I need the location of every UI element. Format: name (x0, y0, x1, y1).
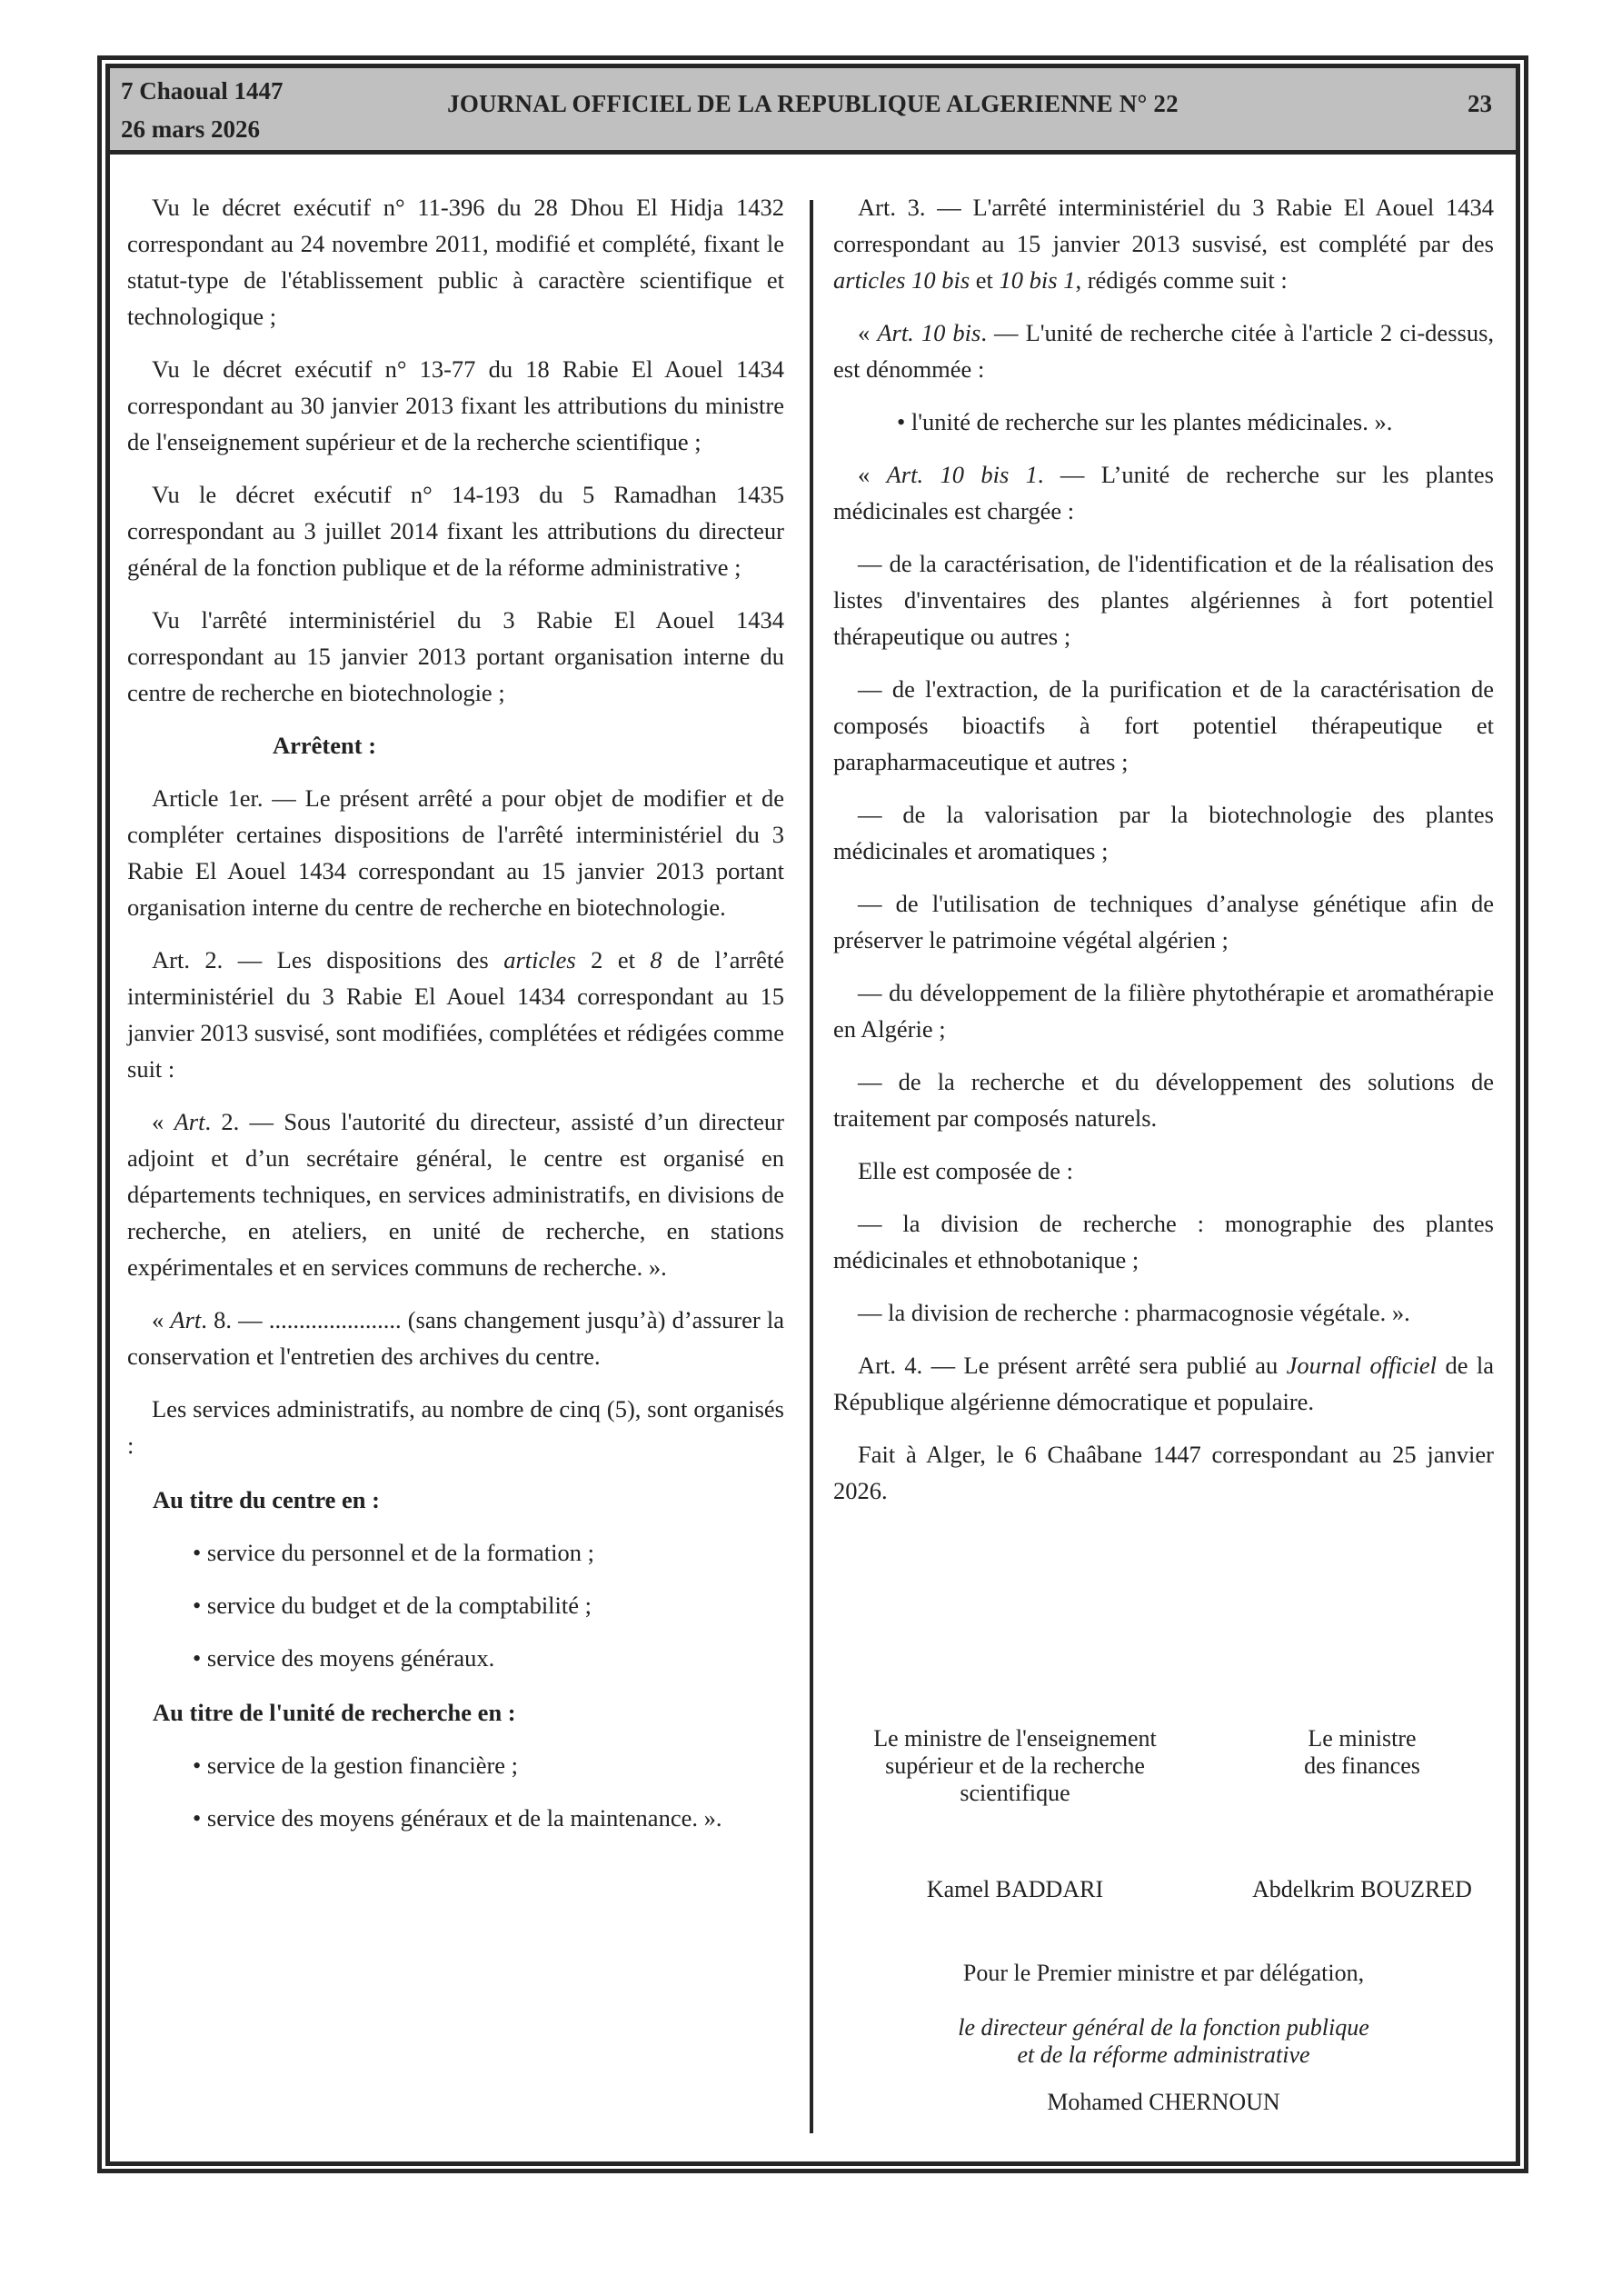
mission-item: — de l'utilisation de techniques d’analyse génétique afin de préserver le patrimoine végétal algérien ; (833, 890, 1494, 953)
text-span: « (152, 1108, 174, 1135)
page-number: 23 (1468, 90, 1492, 117)
article-2 (127, 942, 784, 1087)
text-span: Art. 3. — L'arrêté interministériel du 3 Rabie El Aouel 1434 correspondant au 15 janvier 2013 susvisé, est complété par des (833, 194, 1494, 257)
mission-item: — de l'extraction, de la purification et de la caractérisation de composés bioactifs à fort potentiel thérapeutique et parapharmaceutique et autres ; (833, 675, 1494, 775)
unite-heading: Au titre de l'unité de recherche en : (153, 1699, 516, 1726)
title-line: des finances (1304, 1752, 1420, 1779)
visa-paragraph: Vu le décret exécutif n° 13-77 du 18 Rabie El Aouel 1434 correspondant au 30 janvier 2013 fixant les attributions du ministre de l'enseignement supérieur et de la recherche scientifique ; (127, 355, 784, 455)
division-item: — la division de recherche : monographie des plantes médicinales et ethnobotanique ; (833, 1210, 1494, 1273)
italic-span: Journal officiel (1286, 1352, 1438, 1379)
division-item: — la division de recherche : pharmacognosie végétale. ». (858, 1299, 1410, 1326)
minister1-title (833, 1725, 1197, 1807)
list-item: • l'unité de recherche sur les plantes médicinales. ». (897, 408, 1393, 435)
minister2-title (1230, 1725, 1494, 1807)
text-span: « (858, 319, 878, 346)
text-span: , rédigés comme suit : (1075, 266, 1288, 294)
text-span: « (152, 1306, 171, 1333)
text-span: . 2. — (204, 1108, 284, 1135)
article-1: Article 1er. — Le présent arrêté a pour objet de modifier et de compléter certaines dispositions de l'arrêté interministériel du 3 Rabie El Aouel 1434 correspondant au 15 janvier 2013 portant organisation interne du centre de recherche en biotechnologie. (127, 784, 784, 921)
text-span: et (970, 266, 1000, 294)
text-span: de l’arrêté interministériel du 3 Rabie El Aouel 1434 correspondant au 15 janvier 2013 susvisé, sont modifiées, complétées et rédigées comme suit : (127, 946, 784, 1083)
text-span: Sous l'autorité du directeur, assisté d’un directeur adjoint et d’un secrétaire général, le centre est organisé en départements techniques, en services administratifs, en divisions de recherche, en ateliers, en unité de recherche, en stations expérimentales et en services communs de recherche. ». (127, 1108, 785, 1281)
right-column (833, 189, 1494, 1525)
delegation-block (833, 1960, 1494, 2116)
mission-item: — de la valorisation par la biotechnologie des plantes médicinales et aromatiques ; (833, 801, 1494, 864)
delegation-line: Pour le Premier ministre et par délégation, (962, 1960, 1365, 1986)
services-intro: Les services administratifs, au nombre de cinq (5), sont organisés : (127, 1395, 784, 1459)
header-title: JOURNAL OFFICIEL DE LA REPUBLIQUE ALGERIENNE N° 22 (447, 90, 1179, 117)
visa-paragraph: Vu l'arrêté interministériel du 3 Rabie El Aouel 1434 correspondant au 15 janvier 2013 portant organisation interne du centre de recherche en biotechnologie ; (127, 606, 784, 706)
text-span: Art. 2. — Les dispositions des (152, 946, 504, 973)
text-span: Art. 4. — Le présent arrêté sera publié au (858, 1352, 1287, 1379)
dg-name: Mohamed CHERNOUN (1047, 2089, 1280, 2115)
list-item: • service du budget et de la comptabilité ; (193, 1592, 592, 1619)
article-10-bis (833, 314, 1494, 387)
article-10-bis-1 (833, 456, 1494, 529)
visa-paragraph: Vu le décret exécutif n° 11-396 du 28 Dhou El Hidja 1432 correspondant au 24 novembre 2011, modifié et complété, fixant le statut-type de l'établissement public à caractère scientifique et technologique ; (127, 194, 784, 330)
article-4 (833, 1347, 1494, 1420)
italic-span: 8 (650, 946, 662, 973)
left-column (127, 189, 784, 1852)
italic-span: Art (174, 1108, 205, 1135)
minister1-name: Kamel BADDARI (926, 1876, 1104, 1902)
italic-span: Art. 10 bis 1 (886, 461, 1038, 488)
text-span: . — L'unité de recherche citée à l'article 2 ci-dessus, est dénommée : (833, 319, 1495, 383)
text-span: « (858, 461, 887, 488)
article-2-quote (127, 1103, 784, 1285)
italic-span: articles 10 bis (833, 266, 970, 294)
title-line: Le ministre (1308, 1725, 1417, 1752)
signatory-names (833, 1876, 1494, 1903)
arretent-heading: Arrêtent : (273, 732, 377, 759)
italic-span: articles (503, 946, 576, 973)
mission-item: — du développement de la filière phytothérapie et aromathérapie en Algérie ; (833, 979, 1494, 1043)
text-span: . 8. — (201, 1306, 269, 1333)
article-3 (833, 189, 1494, 298)
text-span: . — L’unité de recherche sur les plantes médicinales est chargée : (833, 461, 1494, 524)
title-line: supérieur et de la recherche (885, 1752, 1145, 1779)
centre-heading: Au titre du centre en : (153, 1486, 380, 1513)
mission-item: — de la caractérisation, de l'identification et de la réalisation des listes d'inventaires des plantes algériennes à fort potentiel thérapeutique ou autres ; (833, 550, 1494, 650)
header-date-gregorian: 26 mars 2026 (121, 115, 260, 143)
list-item: • service des moyens généraux. (193, 1644, 495, 1672)
fait-a-alger: Fait à Alger, le 6 Chaâbane 1447 correspondant au 25 janvier 2026. (833, 1441, 1494, 1504)
italic-span: Art (170, 1306, 202, 1333)
signatory-titles (833, 1725, 1494, 1807)
list-item: • service de la gestion financière ; (193, 1752, 519, 1779)
list-item: • service des moyens généraux et de la maintenance. ». (193, 1804, 722, 1832)
title-line: Le ministre de l'enseignement (873, 1725, 1157, 1752)
text-span: 2 et (575, 946, 651, 973)
composition-intro: Elle est composée de : (858, 1157, 1073, 1184)
visa-paragraph: Vu le décret exécutif n° 14-193 du 5 Ramadhan 1435 correspondant au 3 juillet 2014 fixant les attributions du directeur général de la fonction publique et de la réforme administrative ; (127, 481, 784, 581)
minister2-name: Abdelkrim BOUZRED (1252, 1876, 1472, 1902)
column-divider (810, 200, 813, 2133)
dg-role-line: le directeur général de la fonction publique (958, 2014, 1369, 2041)
title-line: scientifique (960, 1780, 1070, 1806)
signature-block (833, 1725, 1494, 2116)
article-8-quote (127, 1302, 784, 1374)
journal-header (110, 68, 1516, 155)
italic-span: Art. 10 bis (877, 319, 981, 346)
text-span: de la République algérienne démocratique et populaire. (833, 1352, 1495, 1415)
text-span: ...................... (sans changement jusqu’à) d’assurer la conservation et l'entretien des archives du centre. (127, 1306, 784, 1370)
mission-item: — de la recherche et du développement des solutions de traitement par composés naturels. (833, 1068, 1494, 1132)
list-item: • service du personnel et de la formation ; (193, 1539, 594, 1566)
italic-span: 10 bis 1 (999, 266, 1076, 294)
dg-role-line: et de la réforme administrative (1017, 2041, 1310, 2068)
header-date-hijri: 7 Chaoual 1447 (121, 77, 284, 105)
